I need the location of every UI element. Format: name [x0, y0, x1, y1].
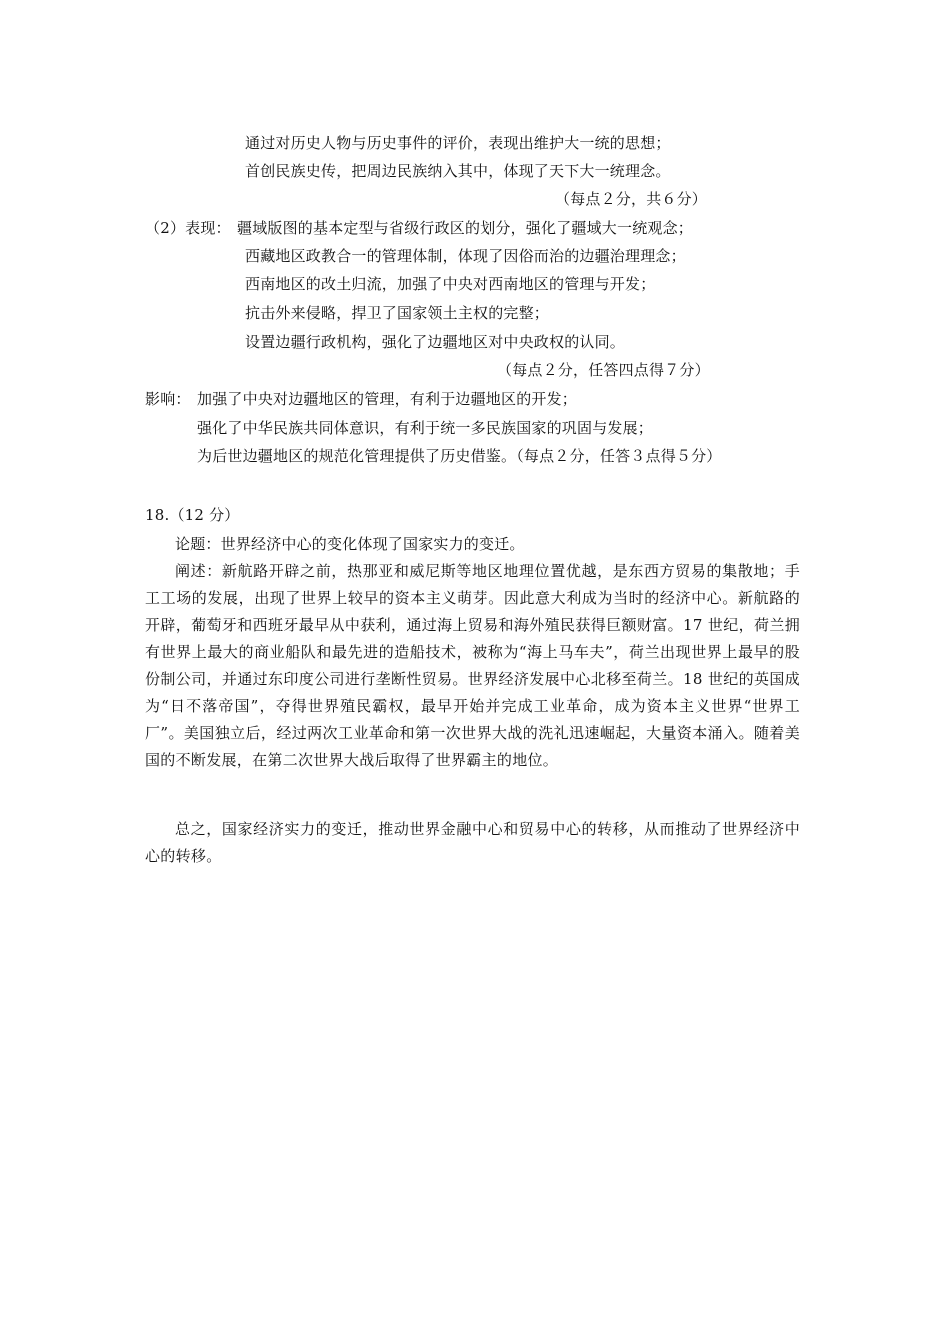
- impact-item-3: 为后世边疆地区的规范化管理提供了历史借鉴。（每点２分，任答３点得５分）: [197, 447, 722, 465]
- part2-item-4: 抗击外来侵略，捍卫了国家领土主权的完整；: [245, 304, 550, 322]
- impact-item-1: 加强了中央对边疆地区的管理，有利于边疆地区的开发；: [197, 390, 578, 408]
- part2-item-3: 西南地区的改土归流，加强了中央对西南地区的管理与开发；: [245, 275, 656, 293]
- q18-conclusion: 总之，国家经济实力的变迁，推动世界金融中心和贸易中心的转移，从而推动了世界经济中心的转移。: [145, 820, 800, 865]
- part1-score: （每点２分，共６分）: [555, 190, 708, 208]
- part1-line-2: 首创民族史传，把周边民族纳入其中，体现了天下大一统理念。: [245, 162, 671, 180]
- part2-label: （2）表现：: [145, 219, 231, 237]
- part2-score: （每点２分，任答四点得７分）: [497, 361, 710, 379]
- part1-line-1: 通过对历史人物与历史事件的评价，表现出维护大一统的思想；: [245, 134, 671, 152]
- impact-label: 影响：: [145, 390, 191, 408]
- impact-item-2: 强化了中华民族共同体意识，有利于统一多民族国家的巩固与发展；: [197, 419, 654, 437]
- part2-item-1: 疆域版图的基本定型与省级行政区的划分，强化了疆域大一统观念；: [237, 219, 694, 237]
- part2-item-2: 西藏地区政教合一的管理体制，体现了因俗而治的边疆治理理念；: [245, 247, 686, 265]
- q18-heading: 18.（12 分）: [145, 506, 240, 524]
- part2-item-5: 设置边疆行政机构，强化了边疆地区对中央政权的认同。: [245, 333, 626, 351]
- q18-argument: 阐述：新航路开辟之前，热那亚和威尼斯等地区地理位置优越，是东西方贸易的集散地；手工工场的发展，出现了世界上较早的资本主义萌芽。因此意大利成为当时的经济中心。新航路的开辟，葡萄牙和西班牙最早从中获利，通过海上贸易和海外殖民获得巨额财富。17 世纪，荷兰拥有世界上最大的商业船队和最先进的造船技术，被称为“海上马车夫”，荷兰出现世界上最早的股份制公司，并通过东印度公司进行垄断性贸易。世界经济发展中心北移至荷兰。18 世纪的英国成为“日不落帝国”，夺得世界殖民霸权，最早开始并完成工业革命，成为资本主义世界“世界工厂”。美国独立后，经过两次工业革命和第一次世界大战的洗礼迅速崛起，大量资本涌入。随着美国的不断发展，在第二次世界大战后取得了世界霸主的地位。: [145, 562, 800, 769]
- q18-thesis: 论题：世界经济中心的变化体现了国家实力的变迁。: [175, 535, 525, 553]
